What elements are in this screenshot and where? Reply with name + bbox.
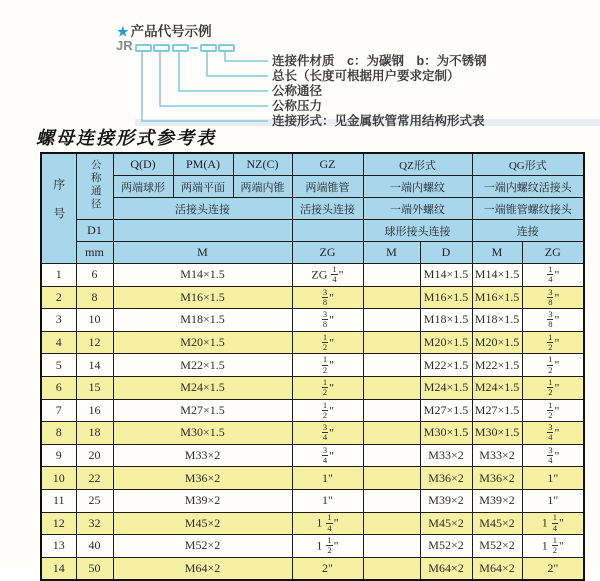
label-total-length: 总长（长度可根据用户要求定制）	[272, 69, 460, 83]
label-connector-material: 连接件材质 c：为碳钢 b：为不锈钢	[272, 54, 487, 68]
cell-qg-m: M36×2	[472, 467, 522, 490]
cell-dn: 22	[76, 467, 113, 490]
cell-gz: $\frac{1}{2}$ "	[292, 331, 363, 354]
cell-dn: 16	[76, 399, 113, 422]
cell-qz-d: M22×1.5	[420, 354, 472, 377]
cell-qz-d: M18×1.5	[420, 309, 472, 332]
header-empty-gz	[292, 220, 363, 242]
table-row	[41, 286, 584, 309]
cell-qg-zg: $\frac{3}{8}$ "	[522, 309, 584, 332]
section-title: 螺母连接形式参考表	[36, 128, 216, 149]
cell-qz-m	[363, 535, 420, 558]
cell-qz-m	[363, 331, 420, 354]
header-union-unit: M	[113, 242, 292, 264]
cell-seq: 3	[41, 309, 76, 332]
cell-qz-m	[363, 286, 420, 309]
cell-dn: 14	[76, 354, 113, 377]
cell-qg-zg: $\frac{1}{2}$ "	[522, 376, 584, 399]
cell-dn: 8	[76, 286, 113, 309]
cell-seq: 7	[41, 399, 76, 422]
cell-qz-m	[363, 512, 420, 535]
cell-seq: 4	[41, 331, 76, 354]
header-qz-d: D	[420, 242, 472, 264]
table-body	[41, 264, 584, 581]
cell-m: M33×2	[113, 444, 292, 467]
table-row	[41, 331, 584, 354]
cell-m: M18×1.5	[113, 309, 292, 332]
header-nz: NZ(C)	[233, 153, 292, 176]
header-q: Q(D)	[113, 153, 173, 176]
cell-gz: $\frac{1}{2}$ "	[292, 399, 363, 422]
cell-qg-zg: $\frac{3}{4}$ "	[522, 444, 584, 467]
cell-qz-m	[363, 309, 420, 332]
cell-seq: 11	[41, 489, 76, 512]
table-row	[41, 467, 584, 490]
cell-m: M30×1.5	[113, 422, 292, 445]
cell-seq: 13	[41, 535, 76, 558]
label-connection-form: 连接形式：见金属软管常用结构形式表	[272, 114, 485, 128]
cell-gz: $\frac{1}{2}$ "	[292, 376, 363, 399]
header-qg-form: QG形式	[472, 153, 584, 176]
header-qg-desc1: 一端内螺纹活接头	[472, 176, 584, 198]
header-pm: PM(A)	[173, 153, 233, 176]
cell-qg-m: M52×2	[472, 535, 522, 558]
cell-m: M27×1.5	[113, 399, 292, 422]
cell-qz-d: M64×2	[420, 557, 472, 580]
cell-qz-d: M52×2	[420, 535, 472, 558]
product-code-example-label: 产品代号示例	[130, 24, 212, 39]
cell-m: M52×2	[113, 535, 292, 558]
cell-seq: 8	[41, 422, 76, 445]
cell-dn: 32	[76, 512, 113, 535]
cell-qg-zg: 1"	[522, 467, 584, 490]
cell-qg-m: M30×1.5	[472, 422, 522, 445]
label-nominal-pressure: 公称压力	[272, 99, 323, 113]
table-row	[41, 309, 584, 332]
cell-dn: 10	[76, 309, 113, 332]
table-row	[41, 512, 584, 535]
cell-qz-d: M16×1.5	[420, 286, 472, 309]
cell-m: M45×2	[113, 512, 292, 535]
cell-gz: $\frac{1}{2}$ "	[292, 354, 363, 377]
header-nz-desc: 两端内锥	[233, 176, 292, 198]
cell-m: M39×2	[113, 489, 292, 512]
cell-qg-zg: 1 $\frac{1}{4}$ "	[522, 512, 584, 535]
cell-qz-d: M20×1.5	[420, 331, 472, 354]
header-pm-desc: 两端平面	[173, 176, 233, 198]
label-nominal-diameter: 公称通径	[272, 84, 323, 98]
table-row	[41, 264, 584, 287]
cell-qg-m: M18×1.5	[472, 309, 522, 332]
cell-m: M22×1.5	[113, 354, 292, 377]
cell-qz-m	[363, 376, 420, 399]
cell-gz: $\frac{3}{8}$ "	[292, 286, 363, 309]
table-row	[41, 422, 584, 445]
cell-qg-zg: 1 $\frac{1}{2}$ "	[522, 535, 584, 558]
header-qg-desc2: 一端锥管螺纹接头	[472, 198, 584, 220]
cell-m: M20×1.5	[113, 331, 292, 354]
header-gz-conn: 活接头连接	[292, 198, 363, 220]
cell-qz-m	[363, 444, 420, 467]
header-gz-unit: ZG	[292, 242, 363, 264]
cell-qz-d: M27×1.5	[420, 399, 472, 422]
cell-seq: 2	[41, 286, 76, 309]
table-row	[41, 444, 584, 467]
nut-connection-reference-table	[40, 152, 585, 581]
cell-gz: 1"	[292, 467, 363, 490]
table-row	[41, 376, 584, 399]
star-icon: ★	[117, 24, 129, 39]
cell-seq: 1	[41, 264, 76, 287]
cell-qz-m	[363, 354, 420, 377]
cell-qg-zg: $\frac{1}{2}$ "	[522, 354, 584, 377]
cell-seq: 14	[41, 557, 76, 580]
cell-qz-m	[363, 557, 420, 580]
header-qz-conn: 球形接头连接	[363, 220, 472, 242]
cell-qg-m: M16×1.5	[472, 286, 522, 309]
table-row	[41, 489, 584, 512]
cell-gz: ZG $\frac{1}{4}$ "	[292, 264, 363, 287]
table-row	[41, 535, 584, 558]
cell-qg-zg: $\frac{3}{8}$ "	[522, 286, 584, 309]
cell-dn: 20	[76, 444, 113, 467]
header-gz: GZ	[292, 153, 363, 176]
header-qg-zg: ZG	[522, 242, 584, 264]
cell-dn: 25	[76, 489, 113, 512]
cell-qz-d: M14×1.5	[420, 264, 472, 287]
cell-qg-m: M22×1.5	[472, 354, 522, 377]
cell-qz-d: M33×2	[420, 444, 472, 467]
table-row	[41, 399, 584, 422]
cell-qg-m: M45×2	[472, 512, 522, 535]
cell-qz-d: M30×1.5	[420, 422, 472, 445]
cell-gz: 1 $\frac{1}{2}$ "	[292, 535, 363, 558]
cell-qz-m	[363, 489, 420, 512]
header-qz-m: M	[363, 242, 420, 264]
table-row	[41, 354, 584, 377]
cell-dn: 15	[76, 376, 113, 399]
cell-qg-m: M33×2	[472, 444, 522, 467]
header-q-desc: 两端球形	[113, 176, 173, 198]
cell-seq: 9	[41, 444, 76, 467]
cell-qg-m: M64×2	[472, 557, 522, 580]
cell-qg-m: M27×1.5	[472, 399, 522, 422]
cell-seq: 5	[41, 354, 76, 377]
header-qz-desc2: 一端外螺纹	[363, 198, 472, 220]
cell-seq: 12	[41, 512, 76, 535]
table-row	[41, 557, 584, 580]
header-d1: D1	[76, 220, 113, 242]
cell-dn: 40	[76, 535, 113, 558]
cell-gz: $\frac{3}{8}$ "	[292, 309, 363, 332]
header-seq: 序号	[41, 153, 76, 264]
cell-dn: 6	[76, 264, 113, 287]
cell-qz-d: M39×2	[420, 489, 472, 512]
cell-qz-m	[363, 399, 420, 422]
cell-qz-m	[363, 264, 420, 287]
header-gz-desc: 两端锥管	[292, 176, 363, 198]
cell-gz: 1 $\frac{1}{4}$ "	[292, 512, 363, 535]
cell-dn: 12	[76, 331, 113, 354]
cell-gz: $\frac{3}{4}$ "	[292, 444, 363, 467]
cell-qz-m	[363, 422, 420, 445]
header-qg-m: M	[472, 242, 522, 264]
cell-seq: 6	[41, 376, 76, 399]
table-header	[41, 153, 584, 264]
cell-m: M24×1.5	[113, 376, 292, 399]
cell-qg-zg: $\frac{1}{4}$ "	[522, 264, 584, 287]
header-union-conn: 活接头连接	[113, 198, 292, 220]
cell-qg-m: M20×1.5	[472, 331, 522, 354]
cell-dn: 18	[76, 422, 113, 445]
cell-gz: 2"	[292, 557, 363, 580]
cell-gz: $\frac{3}{4}$ "	[292, 422, 363, 445]
cell-gz: 1"	[292, 489, 363, 512]
cell-qz-m	[363, 467, 420, 490]
cell-qg-zg: 1"	[522, 489, 584, 512]
cell-qg-zg: $\frac{1}{2}$ "	[522, 399, 584, 422]
cell-m: M64×2	[113, 557, 292, 580]
cell-qg-m: M14×1.5	[472, 264, 522, 287]
cell-qg-zg: $\frac{1}{2}$ "	[522, 331, 584, 354]
cell-seq: 10	[41, 467, 76, 490]
cell-qg-m: M39×2	[472, 489, 522, 512]
header-qg-conn: 连接	[472, 220, 584, 242]
cell-dn: 50	[76, 557, 113, 580]
header-qz-form: QZ形式	[363, 153, 472, 176]
header-dn: 公称通径	[76, 153, 113, 220]
cell-qz-d: M36×2	[420, 467, 472, 490]
cell-qz-d: M45×2	[420, 512, 472, 535]
cell-m: M16×1.5	[113, 286, 292, 309]
header-empty-union	[113, 220, 292, 242]
cell-m: M14×1.5	[113, 264, 292, 287]
cell-qg-zg: 2"	[522, 557, 584, 580]
code-prefix: JR	[116, 38, 133, 53]
cell-qg-zg: $\frac{3}{4}$ "	[522, 422, 584, 445]
header-mm: mm	[76, 242, 113, 264]
cell-qz-d: M24×1.5	[420, 376, 472, 399]
cell-qg-m: M24×1.5	[472, 376, 522, 399]
header-qz-desc1: 一端内螺纹	[363, 176, 472, 198]
cell-m: M36×2	[113, 467, 292, 490]
